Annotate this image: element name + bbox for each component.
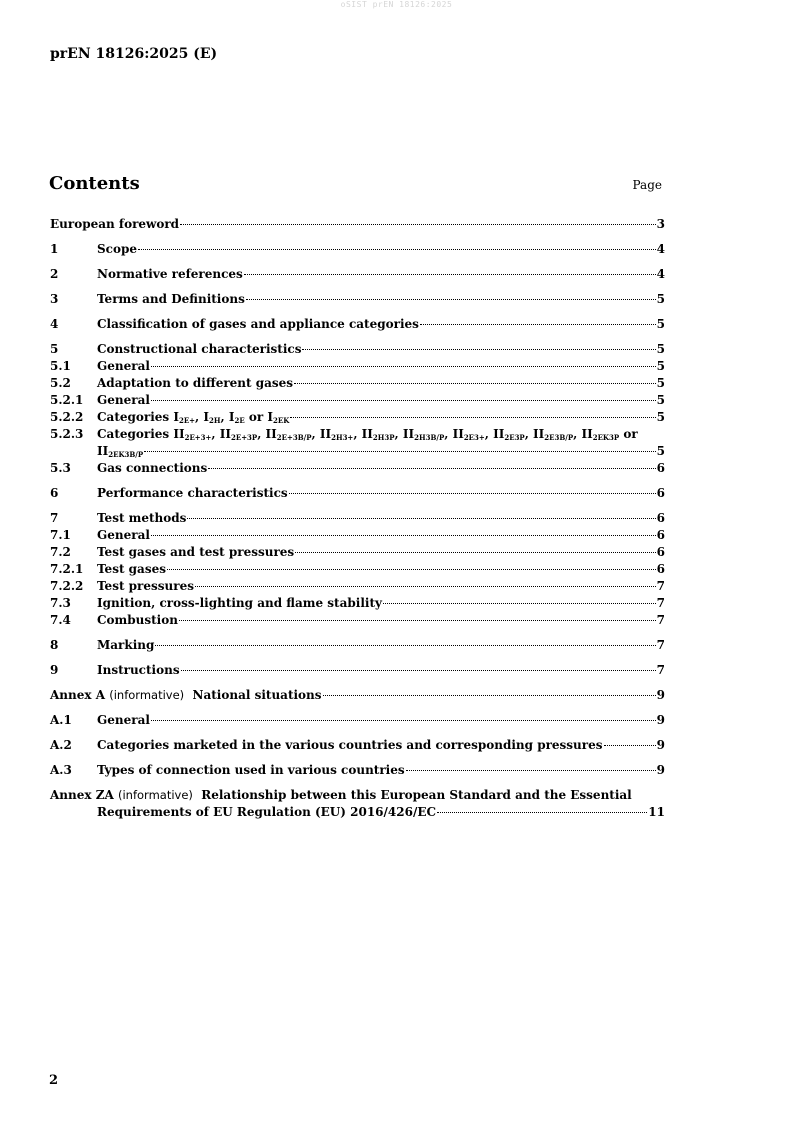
toc-entry-7-1[interactable] <box>50 527 665 544</box>
toc-number: 3 <box>50 292 59 306</box>
toc-page: 9 <box>656 763 665 777</box>
toc-title: Gas connections <box>97 461 208 475</box>
toc-title: General <box>97 528 150 542</box>
toc-entry-5[interactable] <box>50 341 665 358</box>
toc-title: European foreword <box>50 217 180 231</box>
table-of-contents <box>50 216 665 821</box>
toc-page: 6 <box>656 486 665 500</box>
toc-number: 5.3 <box>50 461 71 475</box>
toc-entry-8[interactable] <box>50 637 665 654</box>
toc-entry-7-3[interactable] <box>50 595 665 612</box>
toc-number: 5 <box>50 342 59 356</box>
toc-title: Test pressures <box>97 579 194 593</box>
page-column-label: Page <box>632 178 662 192</box>
document-id: prEN 18126:2025 (E) <box>50 46 218 62</box>
toc-entry-annex-a[interactable] <box>50 687 665 704</box>
toc-page: 7 <box>656 596 665 610</box>
toc-entry-7[interactable] <box>50 510 665 527</box>
toc-page: 6 <box>656 545 665 559</box>
toc-title: Marking <box>97 638 155 652</box>
toc-number: 7.1 <box>50 528 71 542</box>
toc-title: Types of connection used in various countries <box>97 763 405 777</box>
toc-entry-5-2[interactable] <box>50 375 665 392</box>
toc-page: 5 <box>656 292 665 306</box>
toc-page: 6 <box>656 461 665 475</box>
toc-page: 4 <box>656 267 665 281</box>
toc-number: 5.2 <box>50 376 71 390</box>
toc-title: Classification of gases and appliance categories <box>97 317 419 331</box>
toc-number: 7.3 <box>50 596 71 610</box>
toc-page: 7 <box>656 579 665 593</box>
toc-title: Constructional characteristics <box>97 342 302 356</box>
toc-page: 7 <box>656 613 665 627</box>
toc-number: 1 <box>50 242 59 256</box>
toc-page: 5 <box>656 359 665 373</box>
toc-entry-5-2-3-cont[interactable] <box>50 443 665 460</box>
toc-entry-6[interactable] <box>50 485 665 502</box>
toc-page: 6 <box>656 562 665 576</box>
toc-title: Ignition, cross-lighting and flame stability <box>97 596 382 610</box>
toc-entry-annex-za-cont[interactable] <box>50 804 665 821</box>
toc-page: 7 <box>656 638 665 652</box>
toc-title-line-2: $II_{2EK3B/P}$ <box>97 444 144 459</box>
watermark: oSIST prEN 18126:2025 <box>340 0 453 9</box>
toc-page: 11 <box>648 805 665 819</box>
toc-title: Performance characteristics <box>97 486 288 500</box>
toc-title: Terms and Definitions <box>97 292 245 306</box>
toc-number: 6 <box>50 486 59 500</box>
toc-number: 7.2.2 <box>50 579 84 593</box>
toc-title: Instructions <box>97 663 180 677</box>
toc-page: 5 <box>656 317 665 331</box>
toc-title: Combustion <box>97 613 178 627</box>
toc-entry-5-3[interactable] <box>50 460 665 477</box>
toc-entry-7-2-2[interactable] <box>50 578 665 595</box>
toc-title: Test gases <box>97 562 166 576</box>
toc-page: 5 <box>656 444 665 458</box>
toc-number: 7 <box>50 511 59 525</box>
toc-entry-3[interactable] <box>50 291 665 308</box>
toc-number: A.3 <box>50 763 72 777</box>
toc-entry-5-2-2[interactable] <box>50 409 665 426</box>
toc-title: General <box>97 359 150 373</box>
toc-number: 5.2.2 <box>50 410 84 424</box>
toc-title-line-2: Requirements of EU Regulation (EU) 2016/426/EC <box>97 805 437 819</box>
toc-number: 8 <box>50 638 59 652</box>
toc-title: Scope <box>97 242 138 256</box>
toc-number: 7.4 <box>50 613 71 627</box>
toc-entry-1[interactable] <box>50 241 665 258</box>
toc-annex-label: Annex ZA <box>50 788 114 802</box>
toc-page: 5 <box>656 342 665 356</box>
toc-number: 9 <box>50 663 59 677</box>
page-number: 2 <box>49 1073 59 1088</box>
toc-page: 7 <box>656 663 665 677</box>
toc-title: Adaptation to different gases <box>97 376 294 390</box>
toc-entry-2[interactable] <box>50 266 665 283</box>
toc-entry-9[interactable] <box>50 662 665 679</box>
toc-title-line-1: Categories $II_{2E+3+}$, $II_{2E+3P}$, $II_{2E+3B/P}$, $II_{2H3+}$, $II_{2H3P}$, $II_{2H3B/P}$, $II_{2E3+}$, $II_{2E3P}$, $II_{2E3B/P}$, $II_{2EK3P}$ or <box>97 427 638 442</box>
toc-number: 4 <box>50 317 59 331</box>
toc-title-line-1: Relationship between this European Standard and the Essential <box>201 788 632 802</box>
toc-number: 5.1 <box>50 359 71 373</box>
toc-page: 9 <box>656 738 665 752</box>
toc-number: 5.2.1 <box>50 393 84 407</box>
toc-page: 6 <box>656 511 665 525</box>
toc-page: 6 <box>656 528 665 542</box>
toc-entry-a-3[interactable] <box>50 762 665 779</box>
toc-entry-5-1[interactable] <box>50 358 665 375</box>
toc-entry-foreword[interactable] <box>50 216 665 233</box>
toc-annex-tag: (informative) <box>117 788 193 802</box>
toc-title: General <box>97 393 150 407</box>
toc-number: 2 <box>50 267 59 281</box>
toc-entry-5-2-1[interactable] <box>50 392 665 409</box>
toc-annex-label: Annex A <box>50 688 106 702</box>
contents-heading: Contents <box>49 173 140 194</box>
toc-annex-tag: (informative) <box>109 688 185 702</box>
toc-title: Test gases and test pressures <box>97 545 295 559</box>
toc-title: Normative references <box>97 267 243 281</box>
toc-title: General <box>97 713 150 727</box>
toc-entry-7-4[interactable] <box>50 612 665 629</box>
toc-entry-4[interactable] <box>50 316 665 333</box>
toc-number: 7.2 <box>50 545 71 559</box>
toc-number: 7.2.1 <box>50 562 84 576</box>
toc-number: 5.2.3 <box>50 427 84 441</box>
toc-entry-annex-za[interactable] <box>50 787 665 804</box>
toc-page: 4 <box>656 242 665 256</box>
toc-entry-5-2-3[interactable] <box>50 426 665 443</box>
toc-title: Categories marketed in the various countries and corresponding pressures <box>97 738 603 752</box>
toc-page: 9 <box>656 688 665 702</box>
toc-title: Categories $I_{2E+}$, $I_{2H}$, $I_{2E}$ or $I_{2EK}$ <box>97 410 290 425</box>
toc-entry-7-2[interactable] <box>50 544 665 561</box>
toc-number: A.2 <box>50 738 72 752</box>
toc-entry-a-2[interactable] <box>50 737 665 754</box>
toc-entry-7-2-1[interactable] <box>50 561 665 578</box>
toc-entry-a-1[interactable] <box>50 712 665 729</box>
toc-page: 3 <box>656 217 665 231</box>
toc-page: 5 <box>656 393 665 407</box>
toc-page: 9 <box>656 713 665 727</box>
toc-number: A.1 <box>50 713 72 727</box>
toc-title: National situations <box>192 688 322 702</box>
toc-page: 5 <box>656 410 665 424</box>
toc-title: Test methods <box>97 511 187 525</box>
toc-page: 5 <box>656 376 665 390</box>
